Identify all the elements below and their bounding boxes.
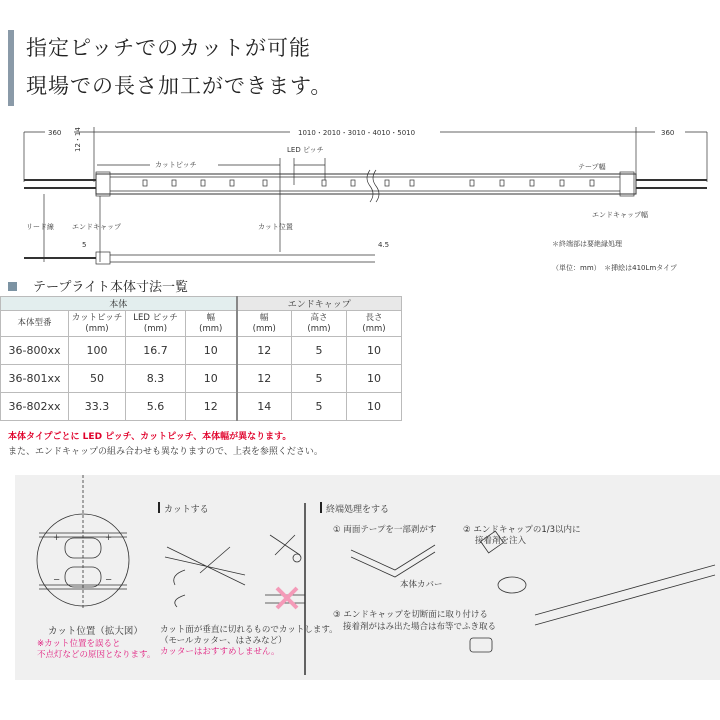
plus-label: + [53,533,61,543]
end-title: 終端処理をする [326,505,390,515]
body-cover-label: 本体カバー [400,580,443,590]
warning-note: 本体タイプごとに LED ピッチ、カットピッチ、本体幅が異なります。 [8,432,292,442]
table-cell: 10 [347,393,402,421]
table-cell: 16.7 [126,337,186,365]
column-header-text: 幅 [259,312,269,323]
height-dim-label: 12・14 [74,127,82,152]
led-pitch-label: LED ピッチ [287,146,324,154]
dim-center-label: 1010・2010・3010・4010・5010 [298,129,416,137]
cut-warning: カッターはおすすめしません。 [160,647,280,657]
headline-line1: 指定ピッチでのカットが可能 [26,36,311,60]
headline-accent-bar [8,30,14,106]
column-header-text: (mm) [199,323,223,334]
table-cell: 12 [186,393,237,421]
table-cell: 36-801xx [1,365,69,393]
lead-wire-label: リード線 [26,223,54,231]
group-endcap: エンドキャップ [237,297,402,311]
step-3a: ③ エンドキャップを切断面に取り付ける [333,610,488,620]
headline-line2: 現場での長さ加工ができます。 [26,74,333,98]
group-body: 本体 [1,297,237,311]
dim-left-label: 360 [48,129,62,137]
end-cap-label: エンドキャップ [72,223,121,231]
column-header-text: 本体型番 [17,318,52,328]
column-header [69,311,126,337]
dim-right-label: 360 [661,129,675,137]
column-header [347,311,402,337]
table-row [1,393,402,421]
column-header-text: (mm) [143,323,168,334]
zoom-caption: カット位置（拡大図） [48,626,143,637]
instruction-panel [15,475,720,680]
step-2b: 接着剤を注入 [475,536,527,546]
column-header-text: 長さ [365,312,383,323]
cut-pitch-label: カットピッチ [155,161,197,169]
table-cell: 5.6 [126,393,186,421]
table-row [1,365,402,393]
table-cell: 5 [292,337,347,365]
table-row [1,337,402,365]
step-2a: ② エンドキャップの1/3以内に [463,525,581,535]
table-cell: 36-802xx [1,393,69,421]
cut-desc-1: カット面が垂直に切れるものでカットします。 [160,625,338,635]
column-header-text: 幅 [206,312,215,323]
cut-title: カットする [164,505,209,515]
table-cell: 5 [292,365,347,393]
column-header-text: カットピッチ [71,312,123,323]
table-cell: 12 [237,365,292,393]
tape-width-label: テープ幅 [578,163,606,171]
dimension-table [0,296,402,421]
column-header [237,311,292,337]
side-dim-left: 5 [82,241,87,249]
minus-label: − [53,575,61,585]
table-cell: 10 [347,337,402,365]
dimension-diagram [0,122,720,272]
column-header-text: (mm) [307,323,331,334]
step-3b: 接着剤がはみ出た場合は布等でふき取る [343,622,497,632]
table-cell: 8.3 [126,365,186,393]
minus-label: − [105,575,113,585]
plus-label: + [105,533,113,543]
column-header-text: (mm) [85,323,109,334]
table-cell: 10 [186,337,237,365]
column-header-text: (mm) [362,323,386,334]
table-cell: 10 [186,365,237,393]
note-insulation: ＊終端部は要絶縁処理 [552,240,622,248]
table-cell: 5 [292,393,347,421]
section-marker [8,282,17,291]
info-note: また、エンドキャップの組み合わせも異なりますので、上表を参照ください。 [8,447,323,457]
table-cell: 10 [347,365,402,393]
cut-position-label: カット位置 [258,223,293,231]
end-cap-width-label: エンドキャップ幅 [592,211,648,219]
cut-desc-2: （モールカッター、はさみなど） [160,636,287,646]
side-dim-right: 4.5 [378,241,390,249]
table-cell: 33.3 [69,393,126,421]
table-cell: 12 [237,337,292,365]
zoom-warning-2: 不点灯などの原因となります。 [37,650,156,660]
table-cell: 14 [237,393,292,421]
column-header [1,311,69,337]
column-header-text: (mm) [252,323,276,334]
table-cell: 50 [69,365,126,393]
column-header [292,311,347,337]
table-cell: 36-800xx [1,337,69,365]
note-unit: （単位：mm） ＊挿絵は410Lmタイプ [552,264,677,272]
column-header [126,311,186,337]
step-1: ① 両面テープを一部剥がす [333,525,437,535]
column-header-text: 高さ [310,312,328,323]
table-cell: 100 [69,337,126,365]
zoom-warning-1: ※カット位置を誤ると [37,639,121,649]
table-section-title: テープライト本体寸法一覧 [8,276,188,295]
column-header-text: LED ピッチ [133,312,178,323]
column-header [186,311,237,337]
